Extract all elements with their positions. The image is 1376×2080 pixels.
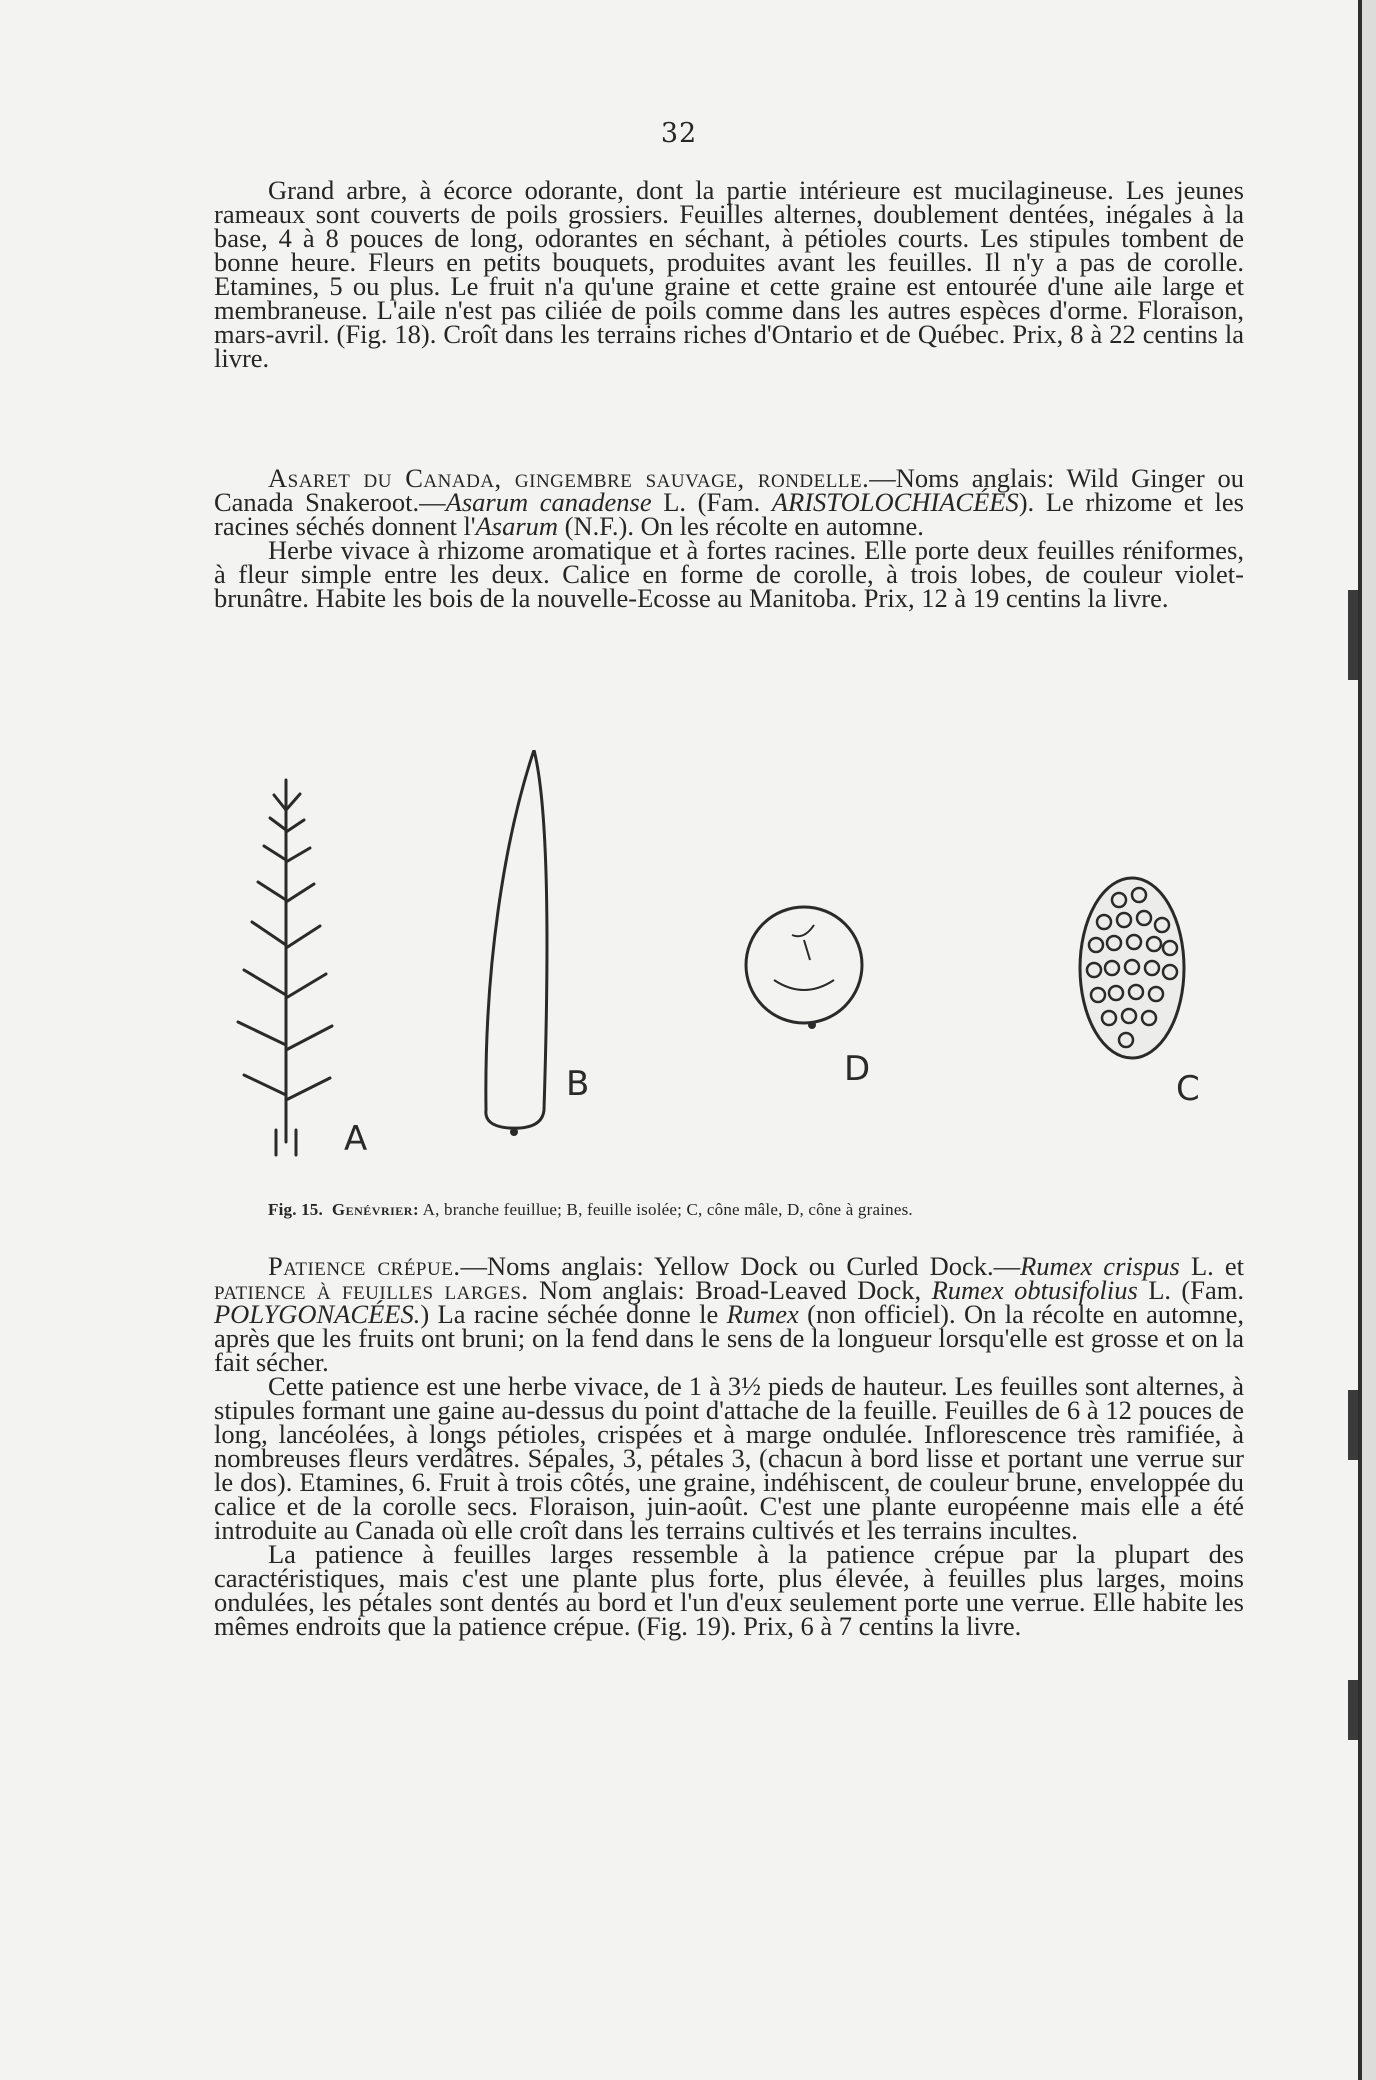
asaret-intro-paragraph: Asaret du Canada, gingembre sauvage, rondelle.—Noms anglais: Wild Ginger ou Canada Snakeroot.—Asarum canadense L. (Fam. ARISTOLOCHIACÉES). Le rhizome et les racines séchés donnent l'Asarum (N.F.). On les récolte en automne.	[214, 463, 1244, 541]
figure-label-b: B	[566, 1064, 590, 1104]
male-cone-drawing	[1080, 878, 1184, 1058]
asaret-latin-name: Asarum canadense	[445, 487, 652, 517]
binding-mark	[1348, 590, 1358, 680]
juniper-figure	[214, 750, 1244, 1170]
figure-caption-text: A, branche feuillue; B, feuille isolée; C, cône mâle, D, cône à graines.	[419, 1200, 913, 1219]
page-number: 32	[660, 118, 698, 149]
patience-description: Cette patience est une herbe vivace, de 1 à 3½ pieds de hauteur. Les feuilles sont alternes, à stipules formant une gaine au-dessus du point d'attache de la feuille. Feuilles de 6 à 12 pouces de long, lancéolées, à longs pétioles, crispées et à marge ondulée. Inflorescence très ramifiée, à nombreuses fleurs verdâtres. Sépales, 3, pétales 3, (chacun à bord lisse et portant une verrue sur le dos). Etamines, 6. Fruit à trois côtés, une graine, indéhiscent, de couleur brune, enveloppée du calice et de la corolle secs. Floraison, juin-août. C'est une plante européenne mais elle a été introduite au Canada où elle croît dans les terrains cultivés et les terrains incultes.	[214, 1371, 1244, 1545]
juniper-branch-drawing	[238, 780, 332, 1155]
patience-large-heading: patience à feuilles larges.	[214, 1275, 529, 1305]
asaret-description: Herbe vivace à rhizome aromatique et à fortes racines. Elle porte deux feuilles réniformes, à fleur simple entre les deux. Calice en forme de corolle, à trois lobes, de couleur violet-brunâtre. Habite les bois de la nouvelle-Ecosse au Manitoba. Prix, 12 à 19 centins la livre.	[214, 535, 1244, 613]
asaret-heading: Asaret du Canada, gingembre sauvage, rondelle.	[268, 463, 870, 493]
elm-description	[214, 175, 1244, 373]
binding-mark	[1348, 1680, 1358, 1740]
patience-comparison: La patience à feuilles larges ressemble à la patience crépue par la plupart des caractéristiques, mais c'est une plante plus forte, plus élevée, à feuilles plus larges, moins ondulées, les pétales sont dentés au bord et l'un d'eux seulement porte une verrue. Elle habite les mêmes endroits que la patience crépue. (Fig. 19). Prix, 6 à 7 centins la livre.	[214, 1539, 1244, 1641]
rumex-crispus-name: Rumex crispus	[1020, 1251, 1180, 1281]
elm-paragraph: Grand arbre, à écorce odorante, dont la partie intérieure est mucilagineuse. Les jeunes rameaux sont couverts de poils grossiers. Feuilles alternes, doublement dentées, inégales à la base, 4 à 8 pouces de long, odorantes en séchant, à pétioles courts. Les stipules tombent de bonne heure. Fleurs en petits bouquets, produites avant les feuilles. Il n'y a pas de corolle. Etamines, 5 ou plus. Le fruit n'a qu'une graine et cette graine est entourée d'une aile large et membraneuse. L'aile n'est pas ciliée de poils comme dans les autres espèces d'orme. Floraison, mars-avril. (Fig. 18). Croît dans les terrains riches d'Ontario et de Québec. Prix, 8 à 22 centins la livre.	[214, 175, 1244, 373]
juniper-illustration	[214, 750, 1244, 1170]
seed-cone-drawing	[746, 907, 862, 1023]
figure-label-a: A	[344, 1119, 368, 1159]
seed-cone-texture	[774, 925, 834, 990]
figure-subject: Genévrier:	[331, 1200, 420, 1219]
rumex-obtusifolius-name: Rumex obtusifolius	[931, 1275, 1138, 1305]
leaf-base-dot	[510, 1128, 518, 1136]
figure-caption	[268, 1200, 1228, 1220]
figure-number: Fig. 15.	[268, 1200, 323, 1219]
patience-heading: Patience crépue.	[268, 1251, 461, 1281]
asaret-family: ARISTOLOCHIACÉES	[771, 487, 1019, 517]
patience-family: POLYGONACÉES.	[214, 1299, 421, 1329]
patience-intro-paragraph: Patience crépue.—Noms anglais: Yellow Dock ou Curled Dock.—Rumex crispus L. et patience à feuilles larges. Nom anglais: Broad-Leaved Dock, Rumex obtusifolius L. (Fam. POLYGONACÉES.) La racine séchée donne le Rumex (non officiel). On la récolte en automne, après que les fruits ont bruni; on la fend dans le sens de la longueur lorsqu'elle est grosse et on la fait sécher.	[214, 1251, 1244, 1377]
figure-label-c: C	[1176, 1069, 1200, 1109]
binding-mark	[1348, 1390, 1358, 1460]
asaret-section	[214, 463, 1244, 613]
seed-cone-base	[808, 1021, 816, 1029]
patience-section	[214, 1251, 1244, 1641]
isolated-leaf-drawing	[486, 750, 547, 1128]
figure-label-d: D	[844, 1049, 871, 1089]
